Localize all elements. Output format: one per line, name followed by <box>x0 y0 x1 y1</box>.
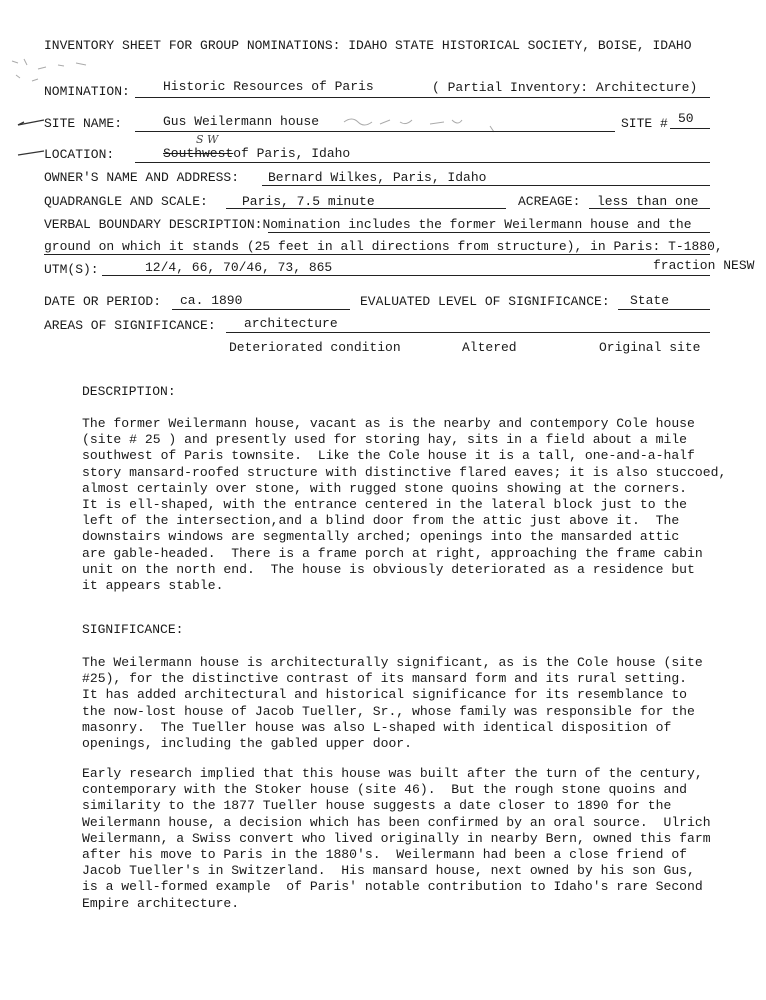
areas-line <box>226 332 710 333</box>
significance-level-line <box>618 309 710 310</box>
utm-line <box>102 275 710 276</box>
date-line <box>172 309 350 310</box>
condition-altered: Altered <box>462 340 517 355</box>
areas-label: AREAS OF SIGNIFICANCE: <box>44 318 216 333</box>
acreage-value: less than one <box>597 194 699 209</box>
site-name-label: SITE NAME: <box>44 116 123 131</box>
location-handwritten-note: S W <box>196 133 219 146</box>
boundary-underline-1 <box>268 232 710 233</box>
nomination-note: ( Partial Inventory: Architecture) <box>432 80 698 95</box>
areas-value: architecture <box>244 316 338 331</box>
site-name-scribble <box>340 112 500 136</box>
significance-level-value: State <box>630 293 670 308</box>
owner-label: OWNER'S NAME AND ADDRESS: <box>44 170 240 185</box>
location-struck-text: Southwest <box>163 146 234 161</box>
nomination-label: NOMINATION: <box>44 84 130 99</box>
location-label: LOCATION: <box>44 147 115 162</box>
utm-label: UTM(S): <box>44 262 99 277</box>
boundary-label: VERBAL BOUNDARY DESCRIPTION: <box>44 217 263 232</box>
date-value: ca. 1890 <box>180 293 243 308</box>
condition-deteriorated: Deteriorated condition <box>229 340 401 355</box>
condition-original-site: Original site <box>599 340 701 355</box>
location-value: of Paris, Idaho <box>233 146 351 161</box>
significance-paragraph-2: Early research implied that this house was built after the turn of the century, contemporary with the Stoker house (site 46). But the rough stone quoins and similarity to the 1877 Tueller house suggests a date closer to 1890 for the Weilermann house, a decision which has been confirmed by an oral source. Ulrich Weilermann, a Swiss convert who lived originally in nearby Bern, owned this farm after his move to Paris in the 1880's. Weilermann had been a close friend of Jacob Tueller's in Switzerland. His mansard house, next owned by his son Gus, is a well-formed example of Paris' notable contribution to Idaho's rare Second Empire architecture. <box>82 766 711 911</box>
significance-heading: SIGNIFICANCE: <box>82 622 184 637</box>
date-label: DATE OR PERIOD: <box>44 294 162 309</box>
description-heading: DESCRIPTION: <box>82 384 176 399</box>
owner-line <box>262 185 710 186</box>
quadrangle-label: QUADRANGLE AND SCALE: <box>44 194 208 209</box>
site-number-line <box>670 128 710 129</box>
utm-note: fraction NESW <box>653 258 755 273</box>
nomination-line <box>135 97 710 98</box>
acreage-label: ACREAGE: <box>518 194 581 209</box>
site-number-value: 50 <box>678 111 694 126</box>
utm-value: 12/4, 66, 70/46, 73, 865 <box>145 260 333 275</box>
owner-value: Bernard Wilkes, Paris, Idaho <box>268 170 487 185</box>
site-name-value: Gus Weilermann house <box>163 114 320 129</box>
significance-level-label: EVALUATED LEVEL OF SIGNIFICANCE: <box>360 294 610 309</box>
location-line <box>135 162 710 163</box>
sheet-header: INVENTORY SHEET FOR GROUP NOMINATIONS: IDAHO STATE HISTORICAL SOCIETY, BOISE, IDAHO <box>44 38 692 53</box>
boundary-underline-2 <box>44 254 710 255</box>
site-name-check-mark <box>16 116 46 130</box>
nomination-value: Historic Resources of Paris <box>163 79 374 94</box>
quadrangle-value: Paris, 7.5 minute <box>242 194 375 209</box>
boundary-line-2: ground on which it stands (25 feet in all directions from structure), in Paris: T-1880, <box>44 239 723 254</box>
significance-paragraph-1: The Weilermann house is architecturally significant, as is the Cole house (site #25), for the distinctive contrast of its mansard form and its rural setting. It has added architectural and historical significance for its resemblance to the now-lost house of Jacob Tueller, Sr., whose family was responsible for the masonry. The Tueller house was also L-shaped with identical disposition of openings, including the gabled upper door. <box>82 655 703 752</box>
boundary-line-1: Nomination includes the former Weilermann house and the <box>262 217 692 232</box>
description-text: The former Weilermann house, vacant as is the nearby and contempory Cole house (site # 25 ) and presently used for storing hay, sits in a field about a mile southwest of Paris townsite. Like the Cole house it is a tall, one-and-a-half story mansard-roofed structure with distinctive flared eaves; it is also stuccoed, almost certainly over stone, with rugged stone quoins showing at the corners. It is ell-shaped, with the entrance centered in the lateral block just to the left of the intersection,and a blind door from the attic just above it. The downstairs windows are segmentally arched; openings into the mansarded attic are gable-headed. There is a frame porch at right, approaching the frame cabin unit on the north end. The house is obviously deteriorated as a residence but it appears stable. <box>82 416 727 594</box>
location-check-mark <box>16 146 46 160</box>
quadrangle-line <box>226 208 506 209</box>
acreage-line <box>589 208 710 209</box>
site-number-label: SITE # <box>621 116 668 131</box>
